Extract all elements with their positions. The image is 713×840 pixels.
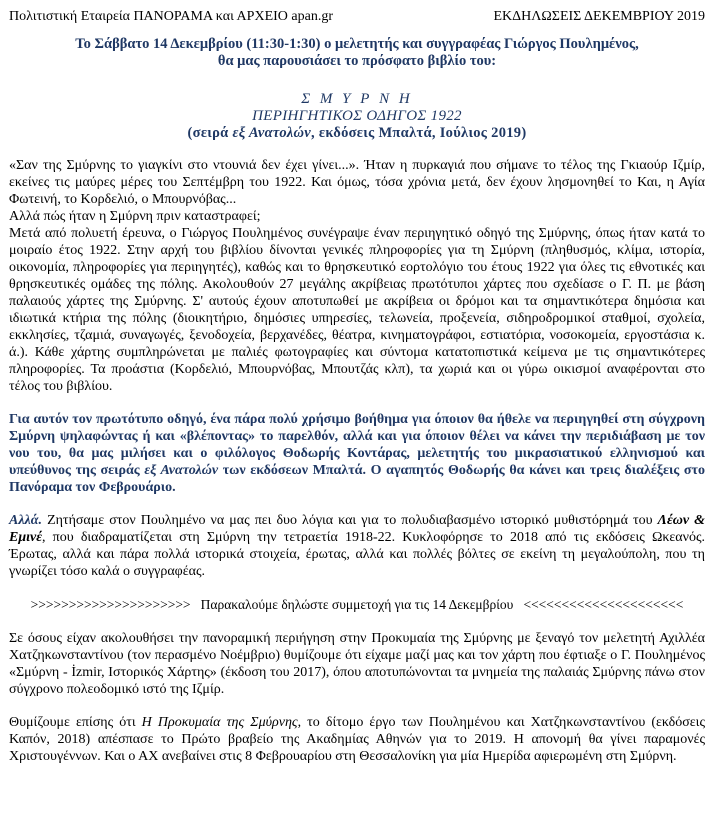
announcement-intro <box>9 36 705 70</box>
paragraph-second-speaker <box>9 411 705 496</box>
book-title-block <box>9 91 705 142</box>
separator-arrows-left: >>>>>>>>>>>>>>>>>>>>> <box>30 597 191 612</box>
header-organization: Πολιτιστική Εταιρεία ΠΑΝΟΡΑΜΑ και ΑΡΧΕΙΟ apan.gr <box>9 9 333 24</box>
award-work-title: Η Προκυμαία της Σμύρνης <box>141 715 298 730</box>
paragraph-book-description <box>9 157 705 395</box>
separator-arrows-right: <<<<<<<<<<<<<<<<<<<<< <box>523 597 684 612</box>
edition-series: εξ Ανατολών <box>232 125 311 141</box>
novel-text-2: , που διαδραματίζεται στη Σμύρνη την τετραετία 1918-22. Κυκλοφόρησε το 2018 από τις εκδόσεις Ωκεανός. Έρωτας, αλλά και πάρα πολλά ιστορικά στοιχεία, έρωτας, αλλά και πολλές βόλτες σε εκείνη τη μεγαλούπολη, που τη γνωρίζει τόσο καλά ο συγγραφέας. <box>9 530 705 579</box>
description-sentence-1: «Σαν της Σμύρνης το γιαγκίνι στο ντουνιά δεν έχει γίνει...». Ήταν η πυρκαγιά που σήμανε το τέλος της Γκιαούρ Ιζμίρ, εκείνες τις μαύρες μέρες του Σεπτέμβρη του 1922. Και όμως, τόσα χρόνια μετά, δεν έχουν λησμονηθεί το Και, η Αγία Φωτεινή, το Κορδελιό, ο Μπουρνόβας... <box>9 158 705 207</box>
paragraph-map-reminder: Σε όσους είχαν ακολουθήσει την πανοραμική περιήγηση στην Προκυμαία της Σμύρνης με ξεναγό τον μελετητή Αχιλλέα Χατζηκωνσταντίνου (τον περασμένο Νοέμβριο) θυμίζουμε ότι είχαμε μαζί μας και τον χάρτη που έφτιαξε ο Γ. Πουλημένος «Σμύρνη - İzmir, Ιστορικός Χάρτης» (έκδοση του 2017), όπου αποτυπώνονται τα μνημεία της παλαιάς Σμύρνης πάνω στον σύγχρονο πολεοδομικό ιστό της Ιζμίρ. <box>9 631 705 697</box>
speaker-series: εξ Ανατολών <box>144 463 219 478</box>
description-sentence-2: Αλλά πώς ήταν η Σμύρνη πριν καταστραφεί; <box>9 209 261 224</box>
page-header <box>9 8 705 26</box>
novel-text-1: Ζητήσαμε στον Πουλημένο να μας πει δυο λόγια και για το πολυδιαβασμένο ιστορικό μυθιστόρημά του <box>42 513 658 528</box>
award-text-2: , το δίτομο έργο των Πουλημένου και Χατζηκωνσταντίνου (εκδόσεις Καπόν, 2018) απέσπασε το Πρώτο βραβείο της Ακαδημίας Αθηνών για το 2019. Η απονομή θα γίνει παραμονές Χριστουγέννων. Και ο ΑΧ ανεβαίνει στις 8 Φεβρουαρίου στη Θεσσαλονίκη για μία Ημερίδα αφιερωμένη στη Σμύρνη. <box>9 715 705 764</box>
header-events-title: ΕΚΔΗΛΩΣΕΙΣ ΔΕΚΕΜΒΡΙΟΥ 2019 <box>493 9 705 24</box>
novel-lead: Αλλά. <box>9 513 43 528</box>
description-sentence-3: Μετά από πολυετή έρευνα, ο Γιώργος Πουλημένος συνέγραψε έναν περιηγητικό οδηγό της Σμύρνης, όπως ήταν κατά το μοιραίο έτος 1922. Στην αρχή του βιβλίου δίνονται γενικές πληροφορίες για τη Σμύρνη (πληθυσμός, κλίμα, ιστορία, οικονομία, πληροφορίες για περιηγητές), καθώς και το θρησκευτικό εορτολόγιο του έτους 1922 για όλες τις εθνοτικές και θρησκευτικές ομάδες της πόλης. Ακολουθούν 27 μεγάλης ακρίβειας πρωτότυποι χάρτες που σχεδίασε ο Γ. Π. με βάση παλαιούς χάρτες της Σμύρνης. Σ' αυτούς έχουν αποτυπωθεί με ακρίβεια οι δρόμοι και τα σημαντικότερα δημόσια και ιδιωτικά κτήρια της πόλης (διοικητήριο, δημόσιες υπηρεσίες, τελωνεία, προξενεία, σιδηροδρομικοί σταθμοί, σχολεία, εκκλησίες, τζαμιά, συναγωγές, ξενοδοχεία, βερχανέδες, θέατρα, κινηματογράφοι, εστιατόρια, νοσοκομεία, εργοστάσια κ. ά.). Κάθε χάρτης συμπληρώνεται με παλιές φωτογραφίες και σύντομα κατατοπιστικά κείμενα με τις σημαντικότερες πληροφορίες. Τα προάστια (Κορδελιό, Μπουρνόβας, Μπουτζάς κλπ), τα χωριά και οι γύρω οικισμοί αναφέρονται στο τέλος του βιβλίου. <box>9 226 705 394</box>
paragraph-award <box>9 714 705 765</box>
intro-line-1: Το Σάββατο 14 Δεκεμβρίου (11:30-1:30) ο μελετητής και συγγραφέας Γιώργος Πουλημένος, <box>75 36 639 52</box>
edition-close: , εκδόσεις Μπαλτά, Ιούλιος 2019) <box>310 125 527 141</box>
novel-title: Λέων & Εμινέ <box>9 513 705 545</box>
edition-open: (σειρά <box>187 125 233 141</box>
speaker-text-1: Για αυτόν τον πρωτότυπο οδηγό, ένα πάρα πολύ χρήσιμο βοήθημα για όποιον θα ήθελε να περιηγηθεί στη σύγχρονη Σμύρνη ψηλαφώντας ή και «βλέποντας» το παρελθόν, αλλά και για όποιον θέλει να κάνει την περιδιάβαση με τον νου του, θα μας μιλήσει και ο φιλόλογος Θοδωρής Κοντάρας, μελετητής του μικρασιατικού ελληνισμού και υπεύθυνος της σειράς <box>9 412 705 478</box>
separator-text: Παρακαλούμε δηλώστε συμμετοχή για τις 14 Δεκεμβρίου <box>200 597 514 612</box>
book-subtitle: ΠΕΡΙΗΓΗΤΙΚΟΣ ΟΔΗΓΟΣ 1922 <box>252 108 462 124</box>
intro-line-2: θα μας παρουσιάσει το πρόσφατο βιβλίο του: <box>217 53 497 69</box>
participation-notice <box>9 596 705 613</box>
paragraph-novel <box>9 512 705 580</box>
book-title: Σ Μ Υ Ρ Ν Η <box>301 91 413 107</box>
speaker-text-2: των εκδόσεων Μπαλτά. Ο αγαπητός Θοδωρής θα κάνει και τρεις διαλέξεις στο Πανόραμα τον Φεβρουάριο. <box>9 463 705 495</box>
award-text-1: Θυμίζουμε επίσης ότι <box>9 715 142 730</box>
book-edition <box>9 125 705 142</box>
